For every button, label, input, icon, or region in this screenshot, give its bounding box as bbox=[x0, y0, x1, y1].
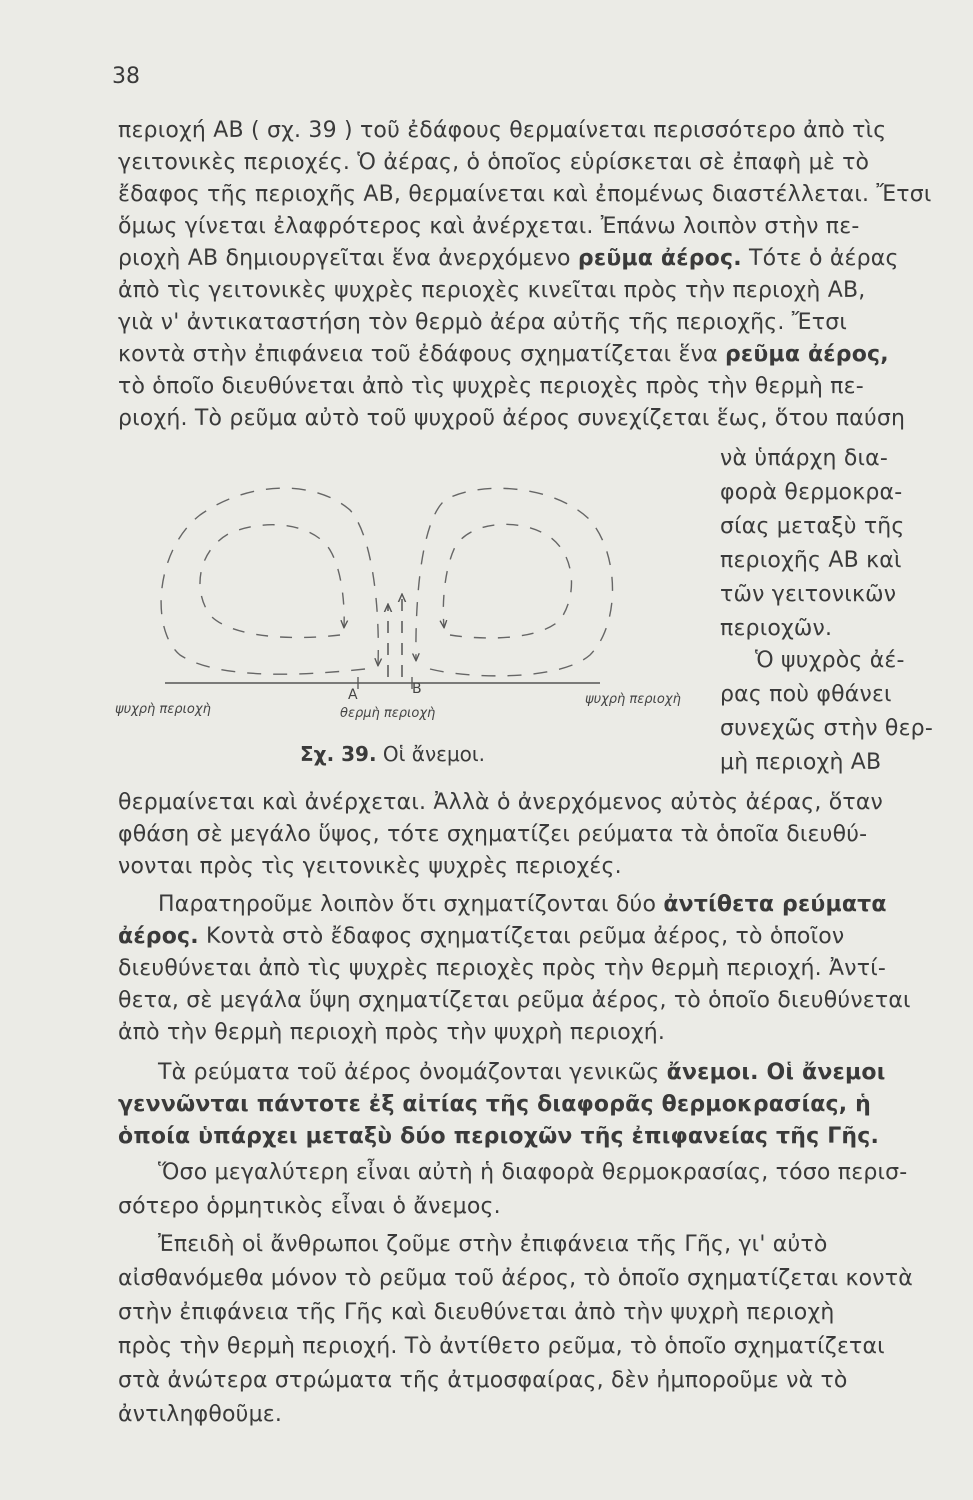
text-line: θερμαίνεται καὶ ἀνέρχεται. Ἀλλὰ ὁ ἀνερχόμενος αὐτὸς ἀέρας, ὅταν bbox=[118, 790, 884, 815]
wind-circulation-drawing bbox=[110, 455, 710, 785]
text-line: περιοχή ΑΒ ( σχ. 39 ) τοῦ ἐδάφους θερμαίνεται περισσότερο ἀπὸ τὶς bbox=[118, 118, 887, 143]
left-outer-loop bbox=[161, 488, 378, 674]
text-line: γειτονικὲς περιοχές. Ὁ ἀέρας, ὁ ὁποῖος εὑρίσκεται σὲ ἐπαφὴ μὲ τὸ bbox=[118, 150, 870, 175]
text-line: ὅμως γίνεται ἐλαφρότερος καὶ ἀνέρχεται. Ἐπάνω λοιπὸν στὴν πε- bbox=[118, 214, 860, 239]
side-text-line: νὰ ὑπάρχη δια- bbox=[720, 446, 889, 471]
side-text-line: περιοχῶν. bbox=[720, 616, 833, 641]
hot-region-label: θερμὴ περιοχὴ bbox=[340, 706, 436, 721]
text-line: ριοχή. Τὸ ρεῦμα αὐτὸ τοῦ ψυχροῦ ἀέρος συνεχίζεται ἕως, ὅτου παύση bbox=[118, 406, 906, 431]
text-span: Τὰ ρεύματα τοῦ ἀέρος ὀνομάζονται γενικῶς bbox=[158, 1060, 667, 1085]
text-span: κοντὰ στὴν ἐπιφάνεια τοῦ ἐδάφους σχηματίζεται ἕνα bbox=[118, 342, 725, 367]
side-text-line: σίας μεταξὺ τῆς bbox=[720, 514, 905, 539]
text-span: Τότε ὁ ἀέρας bbox=[741, 246, 899, 271]
right-inner-loop bbox=[443, 524, 571, 638]
cold-region-right-label: ψυχρὴ περιοχὴ bbox=[585, 692, 681, 707]
point-a-label: Α bbox=[348, 687, 358, 703]
text-line: Ὅσο μεγαλύτερη εἶναι αὐτὴ ἡ διαφορὰ θερμοκρασίας, τόσο περισ- bbox=[158, 1160, 908, 1185]
text-line: ἀπὸ τὴν θερμὴ περιοχὴ πρὸς τὴν ψυχρὴ περιοχή. bbox=[118, 1020, 666, 1045]
side-text-line: μὴ περιοχὴ ΑΒ bbox=[720, 750, 882, 775]
side-text-line: τῶν γειτονικῶν bbox=[720, 582, 897, 607]
point-b-label: Β bbox=[412, 681, 422, 697]
emphasis-text: ἀέρος. bbox=[118, 924, 199, 949]
side-text-line: ρας ποὺ φθάνει bbox=[720, 682, 892, 707]
cold-region-left-label: ψυχρὴ περιοχὴ bbox=[115, 702, 211, 717]
text-line: τὸ ὁποῖο διευθύνεται ἀπὸ τὶς ψυχρὲς περιοχὲς πρὸς τὴν θερμὴ πε- bbox=[118, 374, 864, 399]
text-line bbox=[118, 342, 933, 367]
text-line bbox=[118, 1060, 933, 1085]
text-line: ἀπὸ τὶς γειτονικὲς ψυχρὲς περιοχὲς κινεῖται πρὸς τὴν περιοχὴ ΑΒ, bbox=[118, 278, 866, 303]
figure-caption bbox=[300, 742, 485, 766]
text-line: ἔδαφος τῆς περιοχῆς ΑΒ, θερμαίνεται καὶ ἐπομένως διαστέλλεται. Ἔτσι bbox=[118, 182, 932, 207]
text-line: ὁποία ὑπάρχει μεταξὺ δύο περιοχῶν τῆς ἐπιφανείας τῆς Γῆς. bbox=[118, 1124, 880, 1149]
side-text-line: φορὰ θερμοκρα- bbox=[720, 480, 903, 505]
text-line: ἀντιληφθοῦμε. bbox=[118, 1402, 283, 1427]
text-line: γεννῶνται πάντοτε ἐξ αἰτίας τῆς διαφορᾶς θερμοκρασίας, ἡ bbox=[118, 1092, 872, 1117]
page-number: 38 bbox=[112, 64, 140, 89]
emphasis-text: ἀντίθετα ρεύματα bbox=[663, 892, 887, 917]
emphasis-text: ρεῦμα ἀέρος, bbox=[724, 342, 889, 367]
wind-diagram bbox=[110, 455, 710, 785]
figure-number: Σχ. 39. bbox=[300, 742, 377, 766]
text-line: φθάση σὲ μεγάλο ὕψος, τότε σχηματίζει ρεύματα τὰ ὁποῖα διευθύ- bbox=[118, 822, 868, 847]
emphasis-text: ρεῦμα ἀέρος. bbox=[577, 246, 742, 271]
side-text-line: συνεχῶς στὴν θερ- bbox=[720, 716, 933, 741]
text-line: γιὰ ν' ἀντικαταστήση τὸν θερμὸ ἀέρα αὐτῆς τῆς περιοχῆς. Ἔτσι bbox=[118, 310, 847, 335]
text-line: διευθύνεται ἀπὸ τὶς ψυχρὲς περιοχὲς πρὸς τὴν θερμὴ περιοχή. Ἀντί- bbox=[118, 956, 887, 981]
text-line: νονται πρὸς τὶς γειτονικὲς ψυχρὲς περιοχές. bbox=[118, 854, 622, 879]
text-line: πρὸς τὴν θερμὴ περιοχή. Τὸ ἀντίθετο ρεῦμα, τὸ ὁποῖο σχηματίζεται bbox=[118, 1334, 885, 1359]
text-line: αἰσθανόμεθα μόνον τὸ ρεῦμα τοῦ ἀέρος, τὸ ὁποῖο σχηματίζεται κοντὰ bbox=[118, 1266, 913, 1291]
text-line: σότερο ὁρμητικὸς εἶναι ὁ ἄνεμος. bbox=[118, 1194, 501, 1219]
text-line bbox=[118, 892, 933, 917]
text-span: Παρατηροῦμε λοιπὸν ὅτι σχηματίζονται δύο bbox=[158, 892, 664, 917]
text-span: ριοχὴ ΑΒ δημιουργεῖται ἕνα ἀνερχόμενο bbox=[118, 246, 571, 271]
left-inner-loop bbox=[200, 525, 344, 638]
text-line: θετα, σὲ μεγάλα ὕψη σχηματίζεται ρεῦμα ἀέρος, τὸ ὁποῖο διευθύνεται bbox=[118, 988, 911, 1013]
emphasis-text: ἄνεμοι. Οἱ ἄνεμοι bbox=[666, 1060, 886, 1085]
text-line bbox=[118, 246, 933, 271]
text-line: στὰ ἀνώτερα στρώματα τῆς ἀτμοσφαίρας, δὲν ἠμποροῦμε νὰ τὸ bbox=[118, 1368, 848, 1393]
side-text-line: Ὁ ψυχρὸς ἀέ- bbox=[755, 648, 905, 673]
text-line bbox=[118, 924, 933, 949]
figure-title: Οἱ ἄνεμοι. bbox=[382, 742, 486, 766]
text-line: Ἐπειδὴ οἱ ἄνθρωποι ζοῦμε στὴν ἐπιφάνεια τῆς Γῆς, γι' αὐτὸ bbox=[158, 1232, 828, 1257]
text-span: Κοντὰ στὸ ἔδαφος σχηματίζεται ρεῦμα ἀέρος, τὸ ὁποῖον bbox=[198, 924, 845, 949]
text-line: στὴν ἐπιφάνεια τῆς Γῆς καὶ διευθύνεται ἀπὸ τὴν ψυχρὴ περιοχὴ bbox=[118, 1300, 835, 1325]
side-text-line: περιοχῆς ΑΒ καὶ bbox=[720, 548, 902, 573]
